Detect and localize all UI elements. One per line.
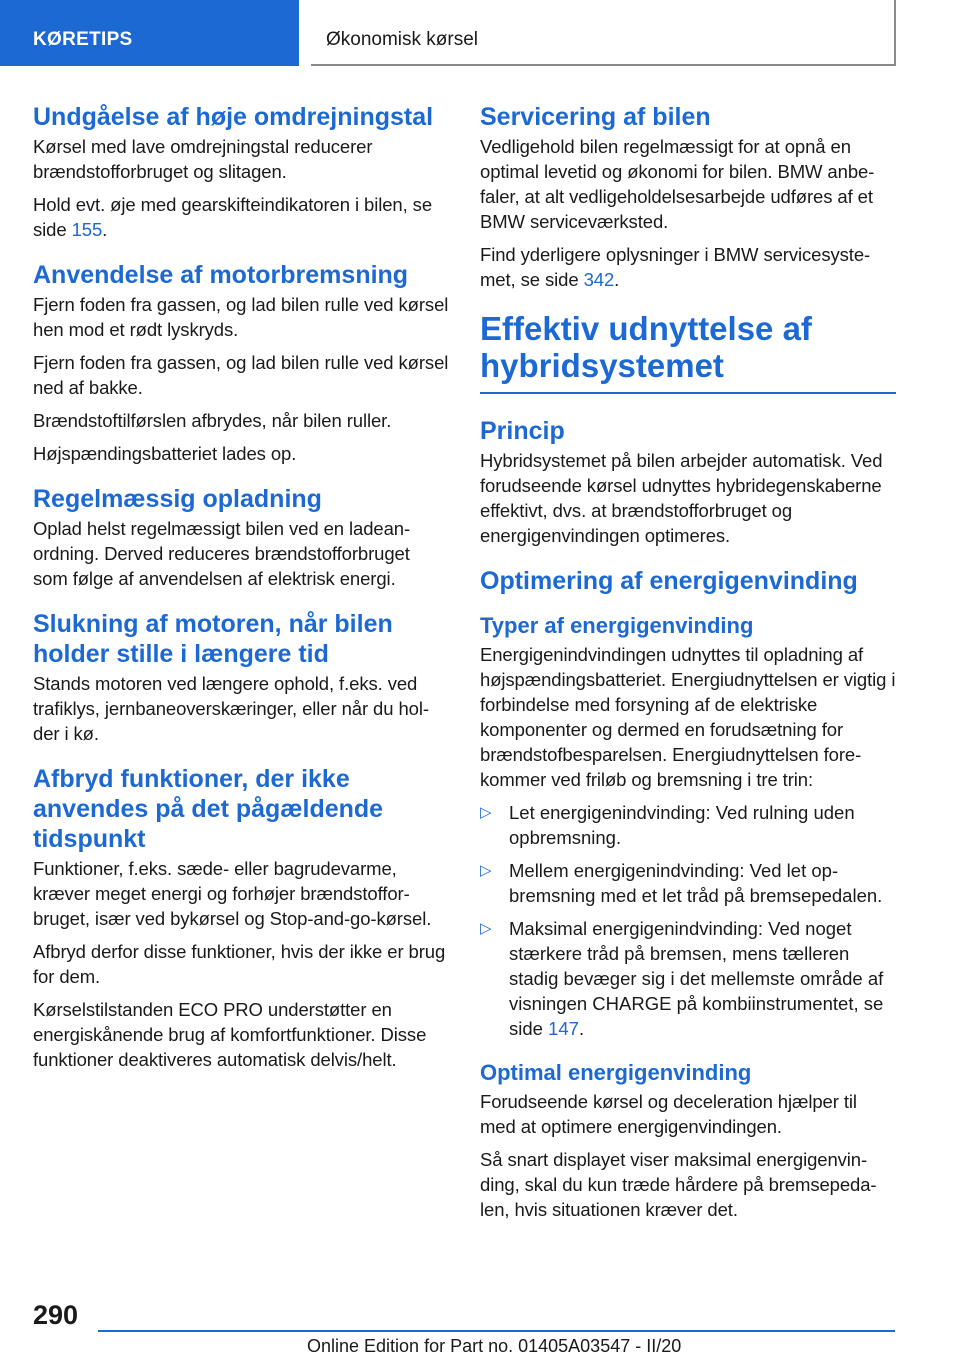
paragraph: Vedligehold bilen regelmæssigt for at opnå en optimal levetid og økonomi for bilen. BMW anbefaler, at alt vedligeholdelsesarbejde udføres af et BMW serviceværksted. xyxy=(480,136,875,232)
paragraph: Brændstoftilførslen afbrydes, når bilen ruller. xyxy=(33,410,392,431)
paragraph: Højspændingsbatteriet lades op. xyxy=(33,443,297,464)
paragraph: Energigenindvindingen udnyttes til opladning af højspændingsbatteriet. Energiudnyttelsen er vigtig i forbindelse med forsyning af de elektriske komponenter og dermed en forudsætning for brændstofbesparelsen. Energiudnyttelsen forekommer ved friløb og bremsning i tre trin: xyxy=(480,644,896,790)
paragraph: Fjern foden fra gassen, og lad bilen rulle ved kørsel ned af bakke. xyxy=(33,352,449,398)
page-link[interactable]: 147 xyxy=(548,1018,579,1039)
bullet-list xyxy=(480,800,896,1041)
triangle-bullet-icon: ▷ xyxy=(480,804,492,821)
triangle-bullet-icon: ▷ xyxy=(480,920,492,937)
section-heading: Servicering af bilen xyxy=(480,103,711,131)
section-disable-functions xyxy=(33,764,449,1072)
page-number: 290 xyxy=(33,1300,79,1330)
page-link[interactable]: 155 xyxy=(71,219,103,240)
paragraph: Oplad helst regelmæssigt bilen ved en ladeanordning. Derved reduceres brændstofforbruget som følge af anvendelsen af elektrisk energi. xyxy=(33,518,411,589)
section-regular-charging xyxy=(33,484,449,591)
triangle-bullet-icon: ▷ xyxy=(480,862,492,879)
footer-divider xyxy=(98,1330,895,1332)
section-title: Økonomisk kørsel xyxy=(311,0,896,66)
section-avoid-high-rpm xyxy=(33,102,449,242)
paragraph: Kørselstilstanden ECO PRO understøtter en energiskånende brug af komfortfunktioner. Disse funktioner deaktiveres automatisk delvis/helt. xyxy=(33,999,427,1070)
subsection-heading: Optimal energigenvinding xyxy=(480,1060,752,1085)
subsection-heading: Typer af energigenvinding xyxy=(480,613,754,638)
edition-note: Online Edition for Part no. 01405A03547 - II/20 xyxy=(307,1336,682,1356)
right-column xyxy=(480,100,896,1230)
section-heading: Undgåelse af høje omdrejningstal xyxy=(33,103,434,131)
paragraph: Fjern foden fra gassen, og lad bilen rulle ved kørsel hen mod et rødt lyskryds. xyxy=(33,294,449,340)
paragraph: Så snart displayet viser maksimal energigenvinding, skal du kun træde hårdere på bremsepedalen, hvis situationen kræver det. xyxy=(480,1149,877,1220)
chapter-heading: Effektiv udnyttelse af hybridsystemet xyxy=(480,310,896,394)
paragraph: Hybridsystemet på bilen arbejder automatisk. Ved forudseende kørsel udnyttes hybridegenskaberne effektivt, dvs. at brændstofforbruget og energigenvindingen optimeres. xyxy=(480,450,883,546)
paragraph: Find yderligere oplysninger i BMW servicesystemet, se side 342. xyxy=(480,244,871,290)
section-servicing xyxy=(480,102,896,292)
paragraph: Stands motoren ved længere ophold, f.eks. ved trafiklys, jernbaneoverskæringer, eller når du holder i kø. xyxy=(33,673,430,744)
section-heading: Regelmæssig opladning xyxy=(33,485,322,513)
page-header xyxy=(0,0,960,66)
paragraph: Kørsel med lave omdrejningstal reducerer brændstofforbruget og slitagen. xyxy=(33,136,373,182)
section-recovery-types xyxy=(480,612,896,1041)
section-heading: Princip xyxy=(480,417,565,445)
list-item: ▷ Let energigenindvinding: Ved rulning uden opbremsning. xyxy=(480,802,855,848)
section-heading: Optimering af energigenvinding xyxy=(480,567,858,595)
paragraph: Afbryd derfor disse funktioner, hvis der ikke er brug for dem. xyxy=(33,941,446,987)
paragraph: Hold evt. øje med gearskifteindikatoren i bilen, se side 155. xyxy=(33,194,433,240)
paragraph: Forudseende kørsel og deceleration hjælper til med at optimere energigenvindingen. xyxy=(480,1091,857,1137)
section-principle xyxy=(480,416,896,548)
section-heading: Slukning af motoren, når bilen holder stille i længere tid xyxy=(33,610,393,668)
paragraph: Funktioner, f.eks. sæde- eller bagrudevarme, kræver meget energi og forhøjer brændstofforbruget, især ved bykørsel og Stop-and-go-kørsel. xyxy=(33,858,432,929)
list-item: ▷ Mellem energigenindvinding: Ved let opbremsning med et let tråd på bremsepedalen. xyxy=(480,860,883,906)
chapter-tab[interactable]: KØRETIPS xyxy=(0,0,299,66)
section-engine-off xyxy=(33,609,449,746)
left-column xyxy=(33,100,449,1080)
section-heading: Afbryd funktioner, der ikke anvendes på det pågældende tidspunkt xyxy=(33,765,384,853)
page-link[interactable]: 342 xyxy=(583,269,615,290)
section-engine-braking xyxy=(33,260,449,466)
list-item: ▷ Maksimal energigenindvinding: Ved noget stærkere tråd på bremsen, mens tælleren stadig bevæger sig i det mellemste område af visningen CHARGE på kombiinstrumentet, se side 147. xyxy=(480,918,884,1039)
section-optimizing-recovery xyxy=(480,566,896,596)
section-optimal-recovery xyxy=(480,1059,896,1222)
section-heading: Anvendelse af motorbremsning xyxy=(33,261,409,289)
